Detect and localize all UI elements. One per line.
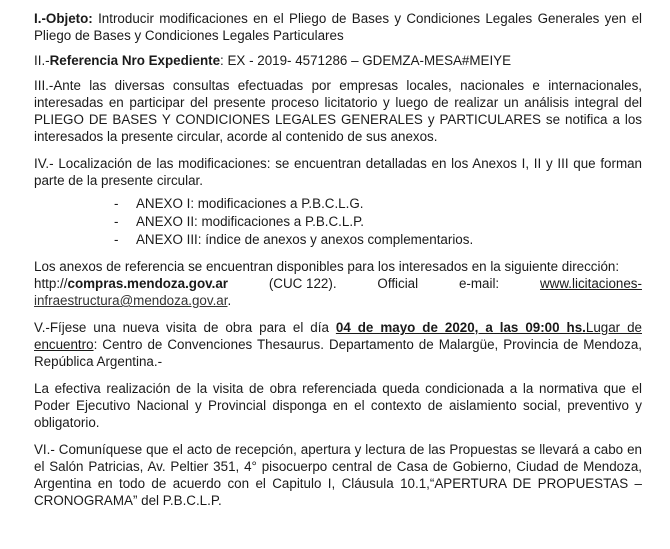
email-link-part2[interactable]: infraestructura@mendoza.gov.ar [34,293,228,308]
links-intro: Los anexos de referencia se encuentran disponibles para los interesados en la siguiente dirección: [34,259,620,274]
list-dash: - [114,232,119,247]
localizacion-text: IV.- Localización de las modificaciones: se encuentran detalladas en los Anexos I, II y III que forman parte de la presente circular. [34,156,642,188]
section-consultas [34,77,642,145]
official-text: Official [377,276,419,291]
links-row [34,275,642,292]
visita-date: 04 de mayo de 2020, a las 09:00 hs. [335,320,586,335]
compras-link[interactable] [34,275,228,292]
cuc-text: (CUC 122). [268,276,337,291]
annex-3: ANEXO III: índice de anexos y anexos complementarios. [136,232,474,247]
referencia-prefix: II.- [34,53,50,68]
consultas-text: III.-Ante las diversas consultas efectuadas por empresas locales, nacionales e internacionales, interesadas en participar del presente proceso licitatorio y luego de realizar un análisis integral del PLIEGO DE BASES Y CONDICIONES LEGALES GENERALES y PARTICULARES se notifica a los interesados la presente circular, acorde al contenido de sus anexos. [34,78,642,144]
visita-text-b: : Centro de Convenciones Thesaurus. Departamento de Malargüe, Provincia de Mendoza, República Argentina.- [34,337,642,369]
section-propuestas [34,441,642,509]
section-condicion [34,380,642,431]
email-link-part1[interactable]: www.licitaciones- [540,276,642,291]
section-links [34,258,642,309]
condicion-text: La efectiva realización de la visita de obra referenciada queda condicionada a la normativa que el Poder Ejecutivo Nacional y Provincial disponga en el contexto de aislamiento social, preventivo y obligatorio. [34,381,642,430]
url-domain: compras.mendoza.gov.ar [67,276,228,291]
annex-list [34,195,642,248]
section-visita [34,319,642,370]
list-item [114,231,642,248]
referencia-text: : EX - 2019- 4571286 – GDEMZA-MESA#MEIYE [220,53,512,68]
list-item [114,213,642,230]
objeto-text: Introducir modificaciones en el Pliego de Bases y Condiciones Legales Generales yen el Pliego de Bases y Condiciones Legales Particulares [34,11,642,43]
list-dash: - [114,196,119,211]
list-dash: - [114,214,119,229]
email-label: e-mail: [458,276,500,291]
annex-2: ANEXO II: modificaciones a P.B.C.L.P. [136,214,364,229]
list-item [114,195,642,212]
lugar-label: Lugar de encuentro [34,320,642,352]
annex-1: ANEXO I: modificaciones a P.B.C.L.G. [136,196,364,211]
email-end: . [227,293,232,308]
visita-text-a: V.-Fíjese una nueva visita de obra para el día [34,320,336,335]
section-objeto [34,10,642,44]
section-referencia [34,52,642,69]
url-prefix: http:// [34,276,68,291]
referencia-label: Referencia Nro Expediente [49,53,221,68]
section-localizacion [34,155,642,189]
propuestas-text: VI.- Comuníquese que el acto de recepción, apertura y lectura de las Propuestas se llevará a cabo en el Salón Patricias, Av. Peltier 351, 4° pisocuerpo central de Casa de Gobierno, Ciudad de Mendoza, Argentina en todo de acuerdo con el Capitulo I, Cláusula 10.1,“APERTURA DE PROPUESTAS – CRONOGRAMA” del P.B.C.L.P. [34,442,642,508]
objeto-label: I.-Objeto: [34,11,93,26]
